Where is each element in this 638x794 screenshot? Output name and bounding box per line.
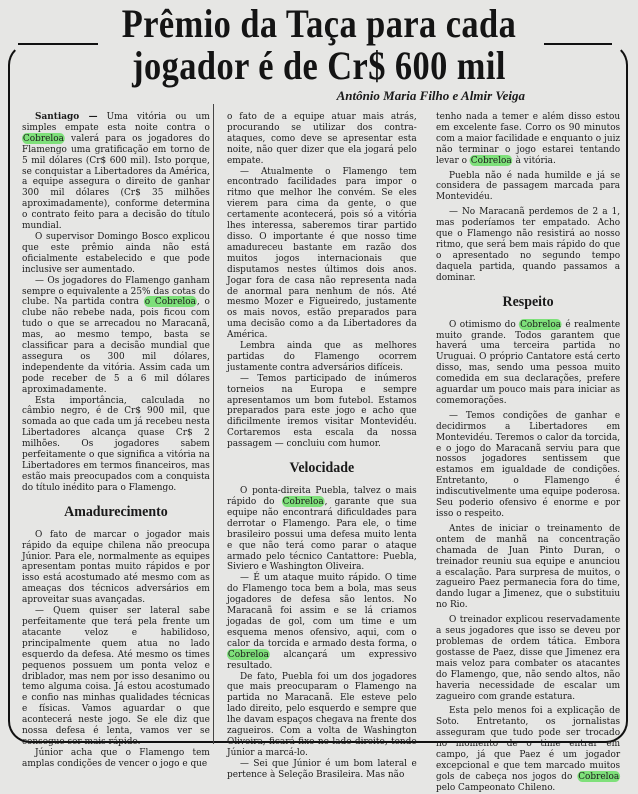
paragraph: — Quem quiser ser lateral sabe perfeitamente que terá pela frente um atacante veloz e habilidoso, principalmente quem atua no lado esquerdo da defesa. Até mesmo os times pequenos possuem um ponta veloz e driblador, mas nem por isso desanimo ou temo alguma coisa. Já estou acostumado e confio nas minhas qualidades técnicas e físicas. Vamos aguardar o que acontecerá neste jogo. Se ele diz que nossa defesa é lenta, vamos ver se consegue ser mais rápido. <box>22 605 210 747</box>
paragraph: O treinador explicou reservadamente a seus jogadores que isso se deveu por problemas de ordem tática. Embora gostasse de Paez, disse que Jimenez era mais veloz para combater os atacantes do Flamengo, que, não sendo altos, não haveria necessidade de escalar um zagueiro com grande estatura. <box>436 614 621 702</box>
highlighted-term: Cobreloa <box>227 648 269 660</box>
paragraph: Santiago — Uma vitória ou um simples empate esta noite contra o Cobreloa valerá para os jogadores do Flamengo uma gratificação em torno de 5 mil dólares (Cr$ 600 mil). Isto porque, se conquistar a Libertadores da América, a equipe assegura o direito de ganhar 300 mil dólares (Cr$ 35 milhões aproximadamente), conforme determina o contrato feito para a decisão do título mundial. <box>22 111 210 232</box>
paragraph: — Os jogadores do Flamengo ganham sempre o equivalente a 25% das cotas do clube. Na partida contra o Cobreloa, o clube não rebebe nada, pois ficou com tudo o que se arrecadou no Maracanã, mas, ao mesmo tempo, basta se classificar para a decisão mundial que assegura os 300 mil dólares, independente da vitória. Assim cada um pode receber de 5 a 6 mil dólares aproximadamente. <box>22 274 210 395</box>
subheading-velocidade: Velocidade <box>289 460 355 477</box>
byline: Antônio Maria Filho e Almir Veiga <box>336 88 525 103</box>
paragraph: Júnior acha que o Flamengo tem amplas condições de vencer o jogo e que <box>22 746 210 769</box>
paragraph: Puebla não é nada humilde e já se considera de passagem marcada para Montevidéu. <box>436 169 621 203</box>
paragraph: — Temos condições de ganhar e decidirmos a Libertadores em Montevidéu. Teremos o calor da torcida, e o jogo do Maracanã serviu para que nossos jogadores sentissem que estamos em igualdade de condições. Entretanto, o Flamengo é indiscutivelmente uma equipe poderosa. Seu poderio ofensivo é enorme e por isso o respeito. <box>436 409 621 519</box>
paragraph: — É um ataque muito rápido. O time do Flamengo toca bem a bola, mas seus jogadores de defesa são lentos. No Maracanã foi assim e se lá criamos jogadas de gol, com um time e um esquema menos ofensivo, aqui, com o calor da torcida e armado desta forma, o Cobreloa alcançará um expressivo resultado. <box>227 572 417 671</box>
paragraph: — Sei que Júnior é um bom lateral e pertence à Seleção Brasileira. Mas não <box>227 757 417 780</box>
dateline: Santiago — <box>35 111 98 122</box>
paragraph: — Temos participado de inúmeros torneios na Europa e sempre apresentamos um bom futebol. Estamos preparados para este jogo e acho que dificilmente iremos visitar Montevidéu. Cortaremos esta escala da nossa passagem — concluiu com humor. <box>227 372 417 450</box>
paragraph: O otimismo do Cobreloa é realmente muito grande. Todos garantem que haverá uma terceira partida no Uruguai. O próprio Cantatore está certo disso, mas, sendo uma pessoa muito comedida em sua declarações, prefere aguardar um pouco mais para iniciar as comemorações. <box>436 318 621 406</box>
article-column-2 <box>227 112 417 781</box>
highlighted-term: Cobreloa <box>282 496 324 507</box>
paragraph: Antes de iniciar o treinamento de ontem de manhã na concentração chamada de Juan Pinto Duran, o treinador reuniu sua equipe e anunciou a escalação. Para surpresa de muitos, o zagueiro Paez permanecia fora do time, dando lugar a Jimenez, que o substituiu no Rio. <box>436 522 621 611</box>
paragraph: — No Maracanã perdemos de 2 a 1, mas poderíamos ter empatado. Acho que o Flamengo não resistirá ao nosso ritmo, que será bem mais rápido do que o apresentado no segundo tempo daquela partida, quando passamos a dominar. <box>436 206 621 283</box>
paragraph: Esta pelo menos foi a explicação de Soto. Entretanto, os jornalistas asseguram que tudo pode ser trocado no momento de o time entrar em campo, já que Paez é um jogador excepcional e que tem marcado muitos gols de cabeça nos jogos do Cobreloa pelo Campeonato Chileno. <box>436 705 621 793</box>
subheading-respeito: Respeito <box>502 293 554 310</box>
paragraph: tenho nada a temer e além disso estou em excelente fase. Corro os 90 minutos com a maior facilidade e enquanto o juiz não terminar o jogo estarei tentando levar o Cobreloa à vitória. <box>436 111 621 166</box>
article-column-1 <box>22 112 210 770</box>
subheading-amadurecimento: Amadurecimento <box>64 503 168 520</box>
paragraph: Esta importância, calculada no câmbio negro, é de Cr$ 900 mil, que somada ao que cada um já recebeu nesta Libertadores alcança quase Cr$ 2 milhões. Os jogadores sabem perfeitamente o que significa a vitória na Libertadores em termos financeiros, mas estão mais preocupados com a conquista do título inédito para o Flamengo. <box>22 394 210 493</box>
paragraph: Lembra ainda que as melhores partidas do Flamengo ocorrem justamente contra adversários difíceis. <box>227 340 417 373</box>
highlighted-term: Cobreloa <box>578 770 620 782</box>
paragraph: O supervisor Domingo Bosco explicou que este prêmio ainda não está oficialmente estabelecido e que pode inclusive ser aumentado. <box>22 230 210 275</box>
column-divider <box>213 104 214 744</box>
highlighted-term: Cobreloa <box>470 154 512 166</box>
highlighted-term: Cobreloa <box>22 132 64 144</box>
paragraph: De fato, Puebla foi um dos jogadores que mais preocuparam o Flamengo na partida no Maracanã. Ele esteve pelo lado direito, pelo esquerdo e sempre que lhe davam espaços chegava na frente dos zagueiros. Com a volta de Washington Oliveira, ficará fixo no lado direito, tendo Júnior a marcá-lo. <box>227 670 417 758</box>
highlighted-term: Cobreloa <box>520 318 562 330</box>
paragraph: O fato de marcar o jogador mais rápido da equipe chilena não preocupa Júnior. Para ele, normalmente as equipes apresentam pontas muito rápidos e por isso está acostumado até mesmo com as ameaças dos técnicos adversários em aproveitar suas avançadas. <box>22 528 210 606</box>
highlighted-term: o Cobreloa <box>144 296 196 308</box>
headline-line-1: Prêmio da Taça para cada <box>121 1 517 46</box>
paragraph: o fato de a equipe atuar mais atrás, procurando se utilizar dos contra-ataques, como deve se apresentar esta noite, não quer dizer que ela jogará pelo empate. <box>227 111 417 166</box>
paragraph: O ponta-direita Puebla, talvez o mais rápido do Cobreloa, garante que sua equipe não encontrará dificuldades para derrotar o Flamengo. Para ele, o time brasileiro possui uma defesa muito lenta e que não terá como parar o ataque armado pelo técnico Cantattore: Puebla, Siviero e Washington Oliveira. <box>227 485 417 573</box>
article-column-3 <box>436 112 620 794</box>
headline-line-2: jogador é de Cr$ 600 mil <box>132 43 506 88</box>
paragraph: — Atualmente o Flamengo tem encontrado facilidades para impor o ritmo que melhor lhe convém. Se eles vierem para cima da gente, o que certamente acontecerá, pois só a vitória lhes interessa, saberemos tirar partido disso. O importante é que nosso time amadureceu bastante em razão dos muitos jogos internacionais que disputamos nestes últimos dois anos. Jogar fora de casa não representa nada de anormal para nenhum de nós. Até mesmo Mozer e Figueiredo, justamente os mais novos, estão preparados para uma decisão como a da Libertadores da América. <box>227 165 417 341</box>
